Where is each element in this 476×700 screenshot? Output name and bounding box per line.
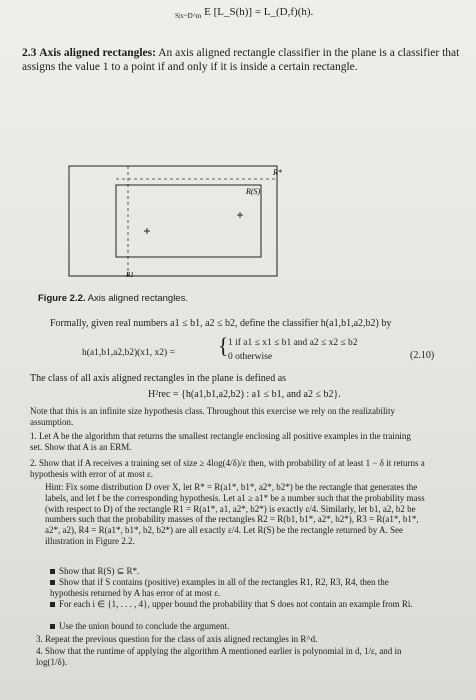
definition-case-1: 1 if a1 ≤ x1 ≤ b1 and a2 ≤ x2 ≤ b2 (228, 338, 358, 348)
header-equation (175, 6, 313, 18)
list-item-3: 3. Repeat the previous question for the class of axis aligned rectangles in R^d. (36, 634, 318, 644)
bullet-marker (50, 580, 55, 585)
bullet-item (50, 566, 420, 577)
plus-point (237, 212, 243, 218)
definition-case-2: 0 otherwise (228, 352, 273, 362)
label-r-star: R* (273, 168, 282, 177)
figure-caption-label: Figure 2.2. (38, 293, 86, 304)
bullet-item (50, 621, 420, 632)
exercise-title: Axis aligned rectangles: (39, 47, 156, 59)
outer-rectangle-r-star (69, 166, 277, 276)
hint-paragraph: Hint: Fix some distribution D over X, let R* = R(a1*, b1*, a2*, b2*) be the rectangle that generates the labels, and let f be the corresponding hypothesis. Let a1 ≥ a1* be a number such that the probability mass (with respect to D) of the rectangle R1 = R(a1*, a1, a2*, b2*) is exactly ε/4. Similarly, let b1, a2, b2 be numbers such that the probability masses of the rectangles R2 = R(b1, b1*, a2*, b2*), R3 = R(a1*, b1*, a2*, a2), R4 = R(a1*, b1*, b2, b2*) are all exactly ε/4. Let R(S) be the rectangle returned by A. See illustration in Figure 2.2. (45, 482, 425, 546)
bullet-marker (50, 624, 55, 629)
plus-point (144, 228, 150, 234)
list-item-4: 4. Show that the runtime of applying the algorithm A mentioned earlier is polynomial in d, 1/ε, and in log(1/δ). (36, 646, 402, 667)
header-equation-sub: S|x~D^m (175, 12, 202, 20)
figure-caption-text: Axis aligned rectangles. (87, 293, 188, 304)
bullet-text: For each i ∈ {1, . . . , 4}, upper bound the probability that S does not contain an example from Ri. (59, 599, 413, 609)
note-paragraph: Note that this is an infinite size hypothesis class. Throughout this exercise we rely on the realizability assumption. (30, 406, 395, 427)
rectangles-figure (68, 165, 290, 280)
bullet-marker (50, 569, 55, 574)
label-r1: R1 (126, 271, 134, 279)
bullet-text: Use the union bound to conclude the argument. (59, 621, 230, 631)
header-equation-text: E [L_S(h)] = L_(D,f)(h). (204, 6, 314, 18)
bullet-text: Show that R(S) ⊆ R*. (59, 566, 140, 576)
bullet-item (50, 577, 420, 599)
figure-caption (38, 293, 188, 304)
definition-lhs: h(a1,b1,a2,b2)(x1, x2) = (82, 348, 175, 358)
list-item-2: 2. Show that if A receives a training set of size ≥ 4log(4/δ)/ε then, with probability of at least 1 − δ it returns a hypothesis with error of at most ε. (30, 458, 425, 479)
bullet-marker (50, 602, 55, 607)
class-def-equation: H²rec = {h(a1,b1,a2,b2) : a1 ≤ b1, and a2 ≤ b2}. (148, 389, 341, 400)
class-def-intro: The class of all axis aligned rectangles in the plane is defined as (30, 373, 287, 384)
exercise-number: 2.3 (22, 47, 37, 59)
bullet-text: Show that if S contains (positive) examples in all of the rectangles R1, R2, R3, R4, then the hypothesis returned by A has error of at most ε. (50, 577, 389, 598)
list-item-1: 1. Let A be the algorithm that returns the smallest rectangle enclosing all positive examples in the training set. Show that A is an ERM. (30, 431, 411, 452)
formally-paragraph: Formally, given real numbers a1 ≤ b1, a2 ≤ b2, define the classifier h(a1,b1,a2,b2) by (50, 318, 392, 329)
inner-rectangle-r-s (116, 185, 261, 257)
exercise-text: An axis aligned rectangle classifier in the plane is a classifier that assigns the value 1 to a point if and only if it is inside a certain rectangle. (22, 47, 460, 73)
bullet-item (50, 599, 420, 610)
label-r-s: R(S) (246, 187, 261, 196)
exercise-heading (22, 46, 462, 74)
definition-brace: { (218, 333, 229, 358)
equation-number: (2.10) (410, 350, 435, 361)
